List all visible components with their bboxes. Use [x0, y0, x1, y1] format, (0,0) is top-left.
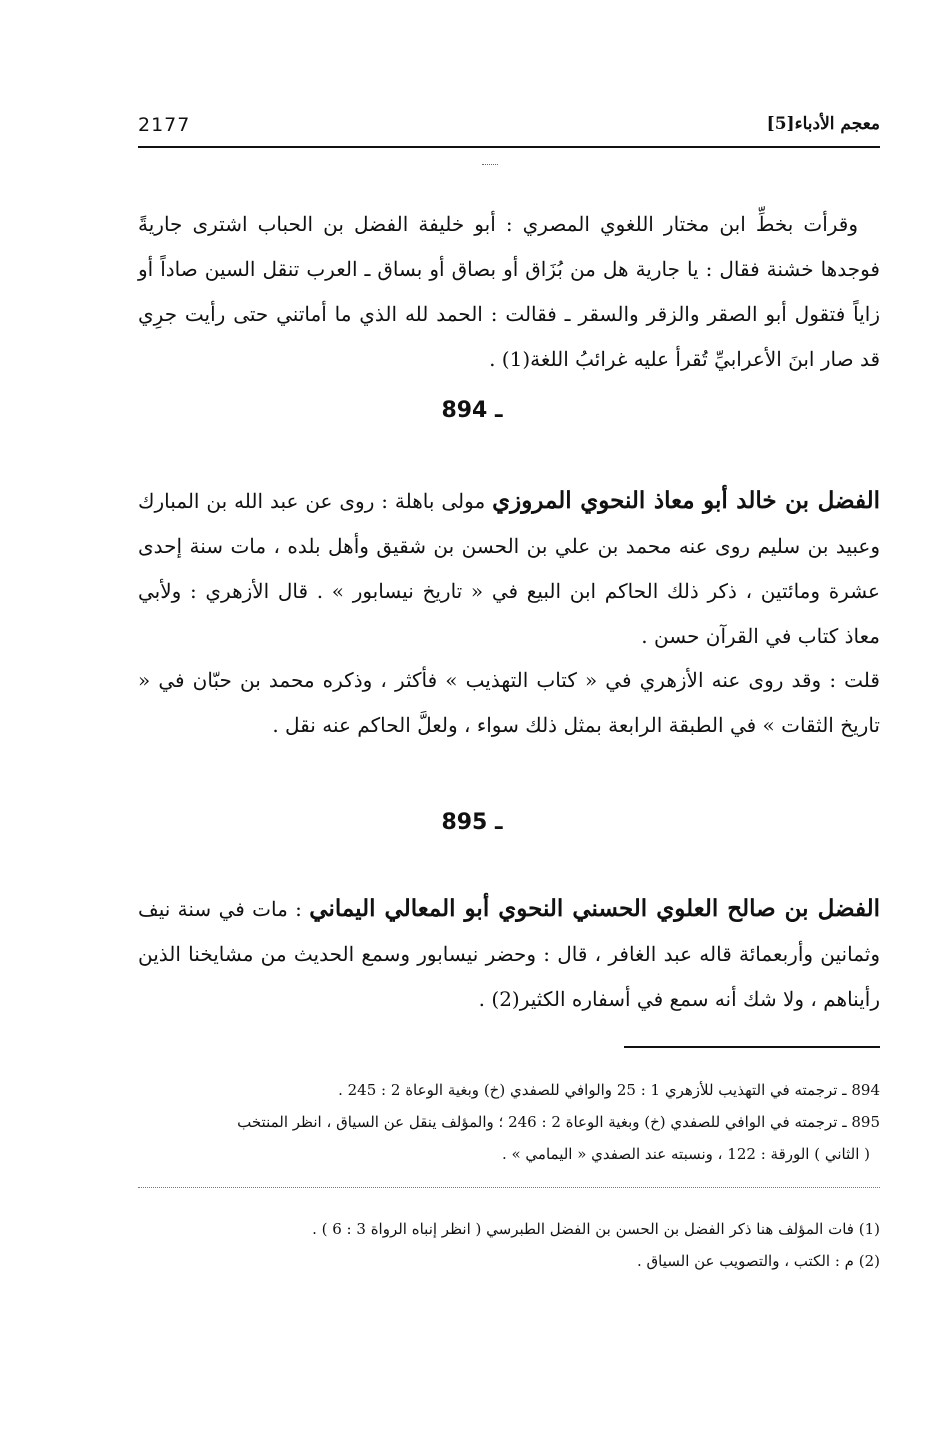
footnote-895: 895 ـ ترجمته في الوافي للصفدي (خ) وبغية الوعاة 2 : 246 ؛ والمؤلف ينقل عن السياق ، انظر المنتخب — [237, 1113, 880, 1131]
author-footnotes — [138, 1213, 880, 1277]
entry-number-894: 894 ـ — [441, 398, 503, 423]
page-number: 2177 — [138, 114, 191, 136]
page-header — [138, 108, 880, 148]
entry-number-895: 895 ـ — [441, 810, 503, 835]
entry-895-text: : مات في سنة نيف وثمانين وأربعمائة قاله عبد الغافر ، قال : وحضر نيسابور وسمع الحديث من مشايخنا الذين رأيناهم ، ولا شك أنه سمع في أسفاره الكثير(2) . — [138, 897, 880, 1011]
footnote-separator — [624, 1046, 880, 1048]
running-title: معجم الأدباء[5] — [766, 114, 880, 134]
entry-895-title: الفضل بن صالح العلوي الحسني النحوي أبو المعالي اليماني — [309, 895, 880, 922]
decorative-dots — [482, 164, 498, 165]
footnote-1: (1) فات المؤلف هنا ذكر الفضل بن الحسن بن الفضل الطبرسي ( انظر إنباه الرواة 3 : 6 ) . — [312, 1220, 880, 1238]
entry-895-body — [138, 886, 880, 1022]
footnote-2: (2) م : الكتب ، والتصويب عن السياق . — [636, 1252, 880, 1270]
header-rule — [138, 146, 880, 148]
footnote-895-continued: ( الثاني ) الورقة : 122 ، ونسبته عند الصفدي « اليمامي » . — [501, 1145, 870, 1163]
entry-894-text: مولى باهلة : روى عن عبد الله بن المبارك وعبيد بن سليم روى عنه محمد بن علي بن الحسن بن شقيق وأهل بلده ، مات سنة إحدى عشرة ومائتين ، ذكر ذلك الحاكم ابن البيع في « تاريخ نيسابور » . قال الأزهري : ولأبي معاذ كتاب في القرآن حسن . — [138, 489, 880, 648]
footnote-dotted-separator — [138, 1187, 880, 1188]
opening-paragraph: وقرأت بخطِّ ابن مختار اللغوي المصري : أبو خليفة الفضل بن الحباب اشترى جاريةً فوجدها خشنة فقال : يا جارية هل من بُزَاق أو بصاق أو بساق ـ العرب تنقل السين صاداً أو زاياً فتقول أبو الصقر والزقر والسقر ـ فقالت : الحمد لله الذي ما أماتني حتى رأيت جرِي قد صار ابنَ الأعرابيِّ تُقرأ عليه غرائبُ اللغة(1) . — [138, 212, 880, 371]
footnote-894: 894 ـ ترجمته في التهذيب للأزهري 1 : 25 والوافي للصفدي (خ) وبغية الوعاة 2 : 245 . — [338, 1081, 880, 1099]
entry-894-body — [138, 478, 880, 659]
editor-footnotes — [138, 1074, 880, 1170]
entry-894-title: الفضل بن خالد أبو معاذ النحوي المروزي — [492, 487, 881, 514]
entry-894-note: قلت : وقد روى عنه الأزهري في « كتاب التهذيب » فأكثر ، وذكره محمد بن حبّان في « تاريخ الثقات » في الطبقة الرابعة بمثل ذلك سواء ، ولعلَّ الحاكم عنه نقل . — [138, 668, 880, 737]
